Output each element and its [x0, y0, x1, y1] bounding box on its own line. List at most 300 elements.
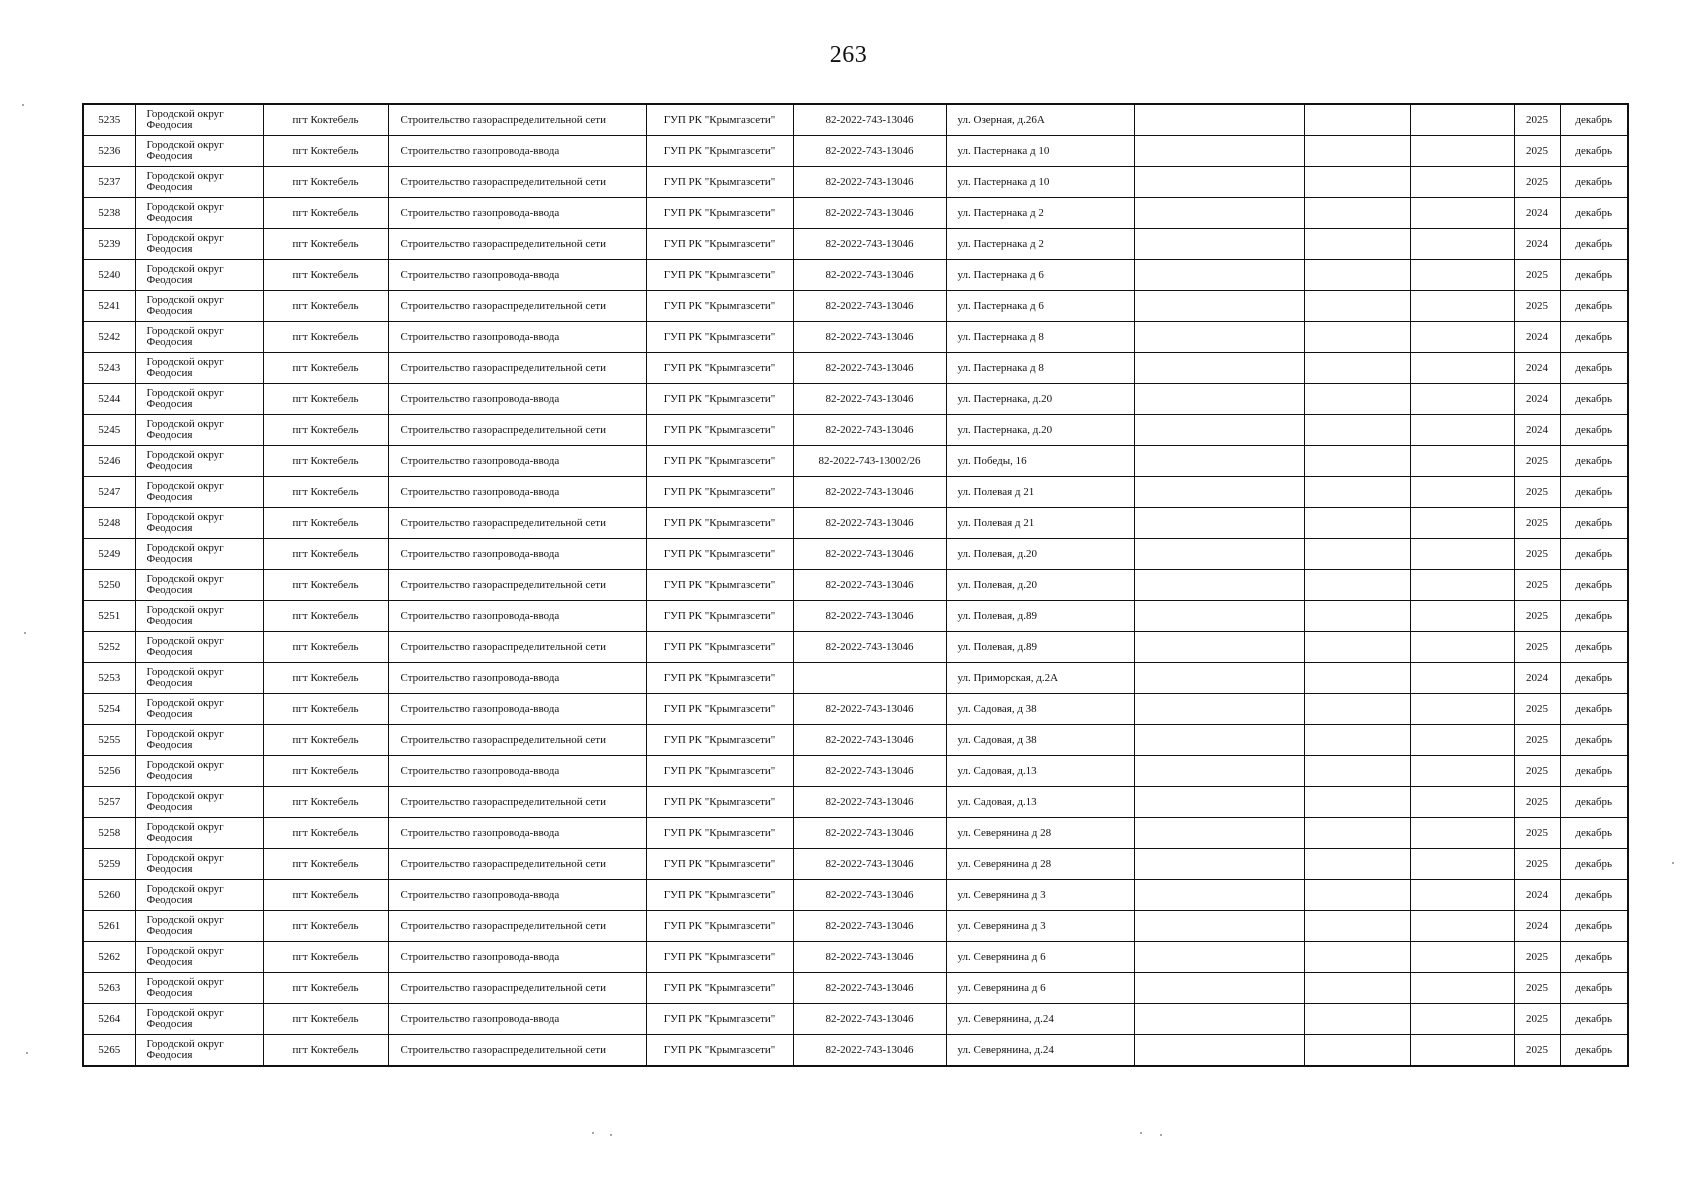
empty-cell: [1304, 1035, 1410, 1067]
settlement-cell: пгт Коктебель: [263, 167, 388, 198]
municipality-cell: [135, 260, 263, 291]
empty-cell: [1134, 849, 1304, 880]
municipality-line2: Феодосия: [146, 770, 193, 782]
municipality-line1: Городской округ: [146, 914, 224, 926]
row-number-cell: 5262: [83, 942, 135, 973]
year-cell: 2025: [1514, 1035, 1560, 1067]
organization-cell: ГУП РК "Крымгазсети": [646, 849, 793, 880]
table-row: [83, 787, 1628, 818]
month-cell: декабрь: [1560, 322, 1628, 353]
month-cell: декабрь: [1560, 973, 1628, 1004]
organization-cell: ГУП РК "Крымгазсети": [646, 1035, 793, 1067]
work-type-cell: Строительство газораспределительной сети: [388, 291, 646, 322]
empty-cell: [1304, 880, 1410, 911]
year-cell: 2025: [1514, 725, 1560, 756]
month-cell: декабрь: [1560, 880, 1628, 911]
organization-cell: ГУП РК "Крымгазсети": [646, 167, 793, 198]
empty-cell: [1410, 787, 1514, 818]
empty-cell: [1304, 756, 1410, 787]
year-cell: 2025: [1514, 167, 1560, 198]
empty-cell: [1410, 539, 1514, 570]
empty-cell: [1410, 756, 1514, 787]
month-cell: декабрь: [1560, 508, 1628, 539]
work-type-cell: Строительство газопровода-ввода: [388, 601, 646, 632]
municipality-cell: [135, 291, 263, 322]
empty-cell: [1304, 353, 1410, 384]
settlement-cell: пгт Коктебель: [263, 477, 388, 508]
month-cell: декабрь: [1560, 539, 1628, 570]
empty-cell: [1134, 477, 1304, 508]
empty-cell: [1134, 167, 1304, 198]
scan-speck: [1160, 1134, 1162, 1136]
row-number-cell: 5251: [83, 601, 135, 632]
municipality-line1: Городской округ: [146, 976, 224, 988]
empty-cell: [1134, 291, 1304, 322]
municipality-cell: [135, 446, 263, 477]
organization-cell: ГУП РК "Крымгазсети": [646, 415, 793, 446]
year-cell: 2025: [1514, 539, 1560, 570]
municipality-line2: Феодосия: [146, 987, 193, 999]
municipality-cell: [135, 787, 263, 818]
empty-cell: [1304, 570, 1410, 601]
work-type-cell: Строительство газораспределительной сети: [388, 229, 646, 260]
municipality-line2: Феодосия: [146, 615, 193, 627]
year-cell: 2025: [1514, 291, 1560, 322]
municipality-cell: [135, 508, 263, 539]
address-cell: ул. Пастернака д 2: [946, 229, 1134, 260]
organization-cell: ГУП РК "Крымгазсети": [646, 446, 793, 477]
municipality-cell: [135, 167, 263, 198]
month-cell: декабрь: [1560, 229, 1628, 260]
work-type-cell: Строительство газораспределительной сети: [388, 849, 646, 880]
empty-cell: [1304, 787, 1410, 818]
table-row: [83, 384, 1628, 415]
municipality-line2: Феодосия: [146, 646, 193, 658]
month-cell: декабрь: [1560, 384, 1628, 415]
year-cell: 2025: [1514, 756, 1560, 787]
organization-cell: ГУП РК "Крымгазсети": [646, 818, 793, 849]
object-code-cell: 82-2022-743-13046: [793, 973, 946, 1004]
row-number-cell: 5254: [83, 694, 135, 725]
month-cell: декабрь: [1560, 818, 1628, 849]
organization-cell: ГУП РК "Крымгазсети": [646, 911, 793, 942]
row-number-cell: 5245: [83, 415, 135, 446]
empty-cell: [1410, 942, 1514, 973]
address-cell: ул. Садовая, д 38: [946, 725, 1134, 756]
object-code-cell: 82-2022-743-13046: [793, 415, 946, 446]
year-cell: 2025: [1514, 849, 1560, 880]
empty-cell: [1304, 601, 1410, 632]
municipality-line1: Городской округ: [146, 294, 224, 306]
row-number-cell: 5246: [83, 446, 135, 477]
address-cell: ул. Победы, 16: [946, 446, 1134, 477]
settlement-cell: пгт Коктебель: [263, 849, 388, 880]
table-row: [83, 570, 1628, 601]
empty-cell: [1304, 198, 1410, 229]
object-code-cell: 82-2022-743-13046: [793, 756, 946, 787]
municipality-cell: [135, 136, 263, 167]
empty-cell: [1134, 787, 1304, 818]
address-cell: ул. Северянина д 3: [946, 911, 1134, 942]
object-code-cell: 82-2022-743-13046: [793, 477, 946, 508]
object-code-cell: 82-2022-743-13046: [793, 1035, 946, 1067]
empty-cell: [1410, 725, 1514, 756]
municipality-line1: Городской округ: [146, 263, 224, 275]
object-code-cell: 82-2022-743-13046: [793, 167, 946, 198]
work-type-cell: Строительство газопровода-ввода: [388, 446, 646, 477]
settlement-cell: пгт Коктебель: [263, 942, 388, 973]
empty-cell: [1410, 911, 1514, 942]
row-number-cell: 5248: [83, 508, 135, 539]
empty-cell: [1134, 973, 1304, 1004]
row-number-cell: 5236: [83, 136, 135, 167]
month-cell: декабрь: [1560, 477, 1628, 508]
municipality-line1: Городской округ: [146, 449, 224, 461]
row-number-cell: 5249: [83, 539, 135, 570]
empty-cell: [1134, 911, 1304, 942]
settlement-cell: пгт Коктебель: [263, 818, 388, 849]
work-type-cell: Строительство газопровода-ввода: [388, 694, 646, 725]
empty-cell: [1410, 229, 1514, 260]
empty-cell: [1304, 291, 1410, 322]
municipality-line2: Феодосия: [146, 212, 193, 224]
municipality-cell: [135, 477, 263, 508]
table-row: [83, 756, 1628, 787]
scan-speck: [592, 1132, 594, 1134]
empty-cell: [1304, 818, 1410, 849]
gasification-register-table: [82, 103, 1629, 1067]
object-code-cell: 82-2022-743-13046: [793, 880, 946, 911]
year-cell: 2025: [1514, 601, 1560, 632]
object-code-cell: 82-2022-743-13046: [793, 136, 946, 167]
row-number-cell: 5253: [83, 663, 135, 694]
municipality-line2: Феодосия: [146, 925, 193, 937]
month-cell: декабрь: [1560, 167, 1628, 198]
municipality-line1: Городской округ: [146, 325, 224, 337]
municipality-cell: [135, 632, 263, 663]
year-cell: 2025: [1514, 446, 1560, 477]
row-number-cell: 5256: [83, 756, 135, 787]
municipality-line1: Городской округ: [146, 790, 224, 802]
row-number-cell: 5252: [83, 632, 135, 663]
row-number-cell: 5240: [83, 260, 135, 291]
empty-cell: [1134, 880, 1304, 911]
table-row: [83, 663, 1628, 694]
municipality-line2: Феодосия: [146, 305, 193, 317]
row-number-cell: 5257: [83, 787, 135, 818]
organization-cell: ГУП РК "Крымгазсети": [646, 539, 793, 570]
organization-cell: ГУП РК "Крымгазсети": [646, 198, 793, 229]
municipality-line1: Городской округ: [146, 356, 224, 368]
work-type-cell: Строительство газораспределительной сети: [388, 415, 646, 446]
work-type-cell: Строительство газопровода-ввода: [388, 756, 646, 787]
empty-cell: [1304, 508, 1410, 539]
municipality-line2: Феодосия: [146, 801, 193, 813]
table-row: [83, 1035, 1628, 1067]
empty-cell: [1410, 570, 1514, 601]
object-code-cell: 82-2022-743-13046: [793, 849, 946, 880]
empty-cell: [1410, 880, 1514, 911]
settlement-cell: пгт Коктебель: [263, 973, 388, 1004]
municipality-line2: Феодосия: [146, 398, 193, 410]
work-type-cell: Строительство газораспределительной сети: [388, 787, 646, 818]
address-cell: ул. Садовая, д 38: [946, 694, 1134, 725]
address-cell: ул. Полевая д 21: [946, 508, 1134, 539]
address-cell: ул. Пастернака д 2: [946, 198, 1134, 229]
work-type-cell: Строительство газопровода-ввода: [388, 818, 646, 849]
table-row: [83, 136, 1628, 167]
table-row: [83, 694, 1628, 725]
month-cell: декабрь: [1560, 415, 1628, 446]
municipality-line2: Феодосия: [146, 894, 193, 906]
municipality-cell: [135, 570, 263, 601]
year-cell: 2024: [1514, 353, 1560, 384]
month-cell: декабрь: [1560, 663, 1628, 694]
year-cell: 2025: [1514, 787, 1560, 818]
address-cell: ул. Пастернака, д.20: [946, 415, 1134, 446]
table-row: [83, 415, 1628, 446]
row-number-cell: 5238: [83, 198, 135, 229]
work-type-cell: Строительство газораспределительной сети: [388, 104, 646, 136]
object-code-cell: 82-2022-743-13046: [793, 911, 946, 942]
settlement-cell: пгт Коктебель: [263, 694, 388, 725]
empty-cell: [1410, 384, 1514, 415]
settlement-cell: пгт Коктебель: [263, 1035, 388, 1067]
table-row: [83, 198, 1628, 229]
row-number-cell: 5265: [83, 1035, 135, 1067]
row-number-cell: 5237: [83, 167, 135, 198]
municipality-line1: Городской округ: [146, 666, 224, 678]
settlement-cell: пгт Коктебель: [263, 291, 388, 322]
table-row: [83, 539, 1628, 570]
table-row: [83, 1004, 1628, 1035]
row-number-cell: 5259: [83, 849, 135, 880]
empty-cell: [1134, 539, 1304, 570]
municipality-cell: [135, 353, 263, 384]
municipality-line1: Городской округ: [146, 511, 224, 523]
empty-cell: [1410, 167, 1514, 198]
municipality-line2: Феодосия: [146, 274, 193, 286]
month-cell: декабрь: [1560, 694, 1628, 725]
address-cell: ул. Пастернака д 6: [946, 260, 1134, 291]
municipality-line1: Городской округ: [146, 759, 224, 771]
empty-cell: [1304, 849, 1410, 880]
table-row: [83, 322, 1628, 353]
month-cell: декабрь: [1560, 725, 1628, 756]
settlement-cell: пгт Коктебель: [263, 570, 388, 601]
empty-cell: [1304, 539, 1410, 570]
table-row: [83, 291, 1628, 322]
address-cell: ул. Северянина д 6: [946, 973, 1134, 1004]
municipality-line2: Феодосия: [146, 1018, 193, 1030]
object-code-cell: 82-2022-743-13046: [793, 353, 946, 384]
scan-speck: [610, 1134, 612, 1136]
municipality-line1: Городской округ: [146, 852, 224, 864]
municipality-cell: [135, 601, 263, 632]
year-cell: 2024: [1514, 415, 1560, 446]
empty-cell: [1304, 942, 1410, 973]
object-code-cell: 82-2022-743-13002/26: [793, 446, 946, 477]
municipality-cell: [135, 880, 263, 911]
empty-cell: [1410, 477, 1514, 508]
empty-cell: [1304, 973, 1410, 1004]
empty-cell: [1410, 508, 1514, 539]
empty-cell: [1410, 415, 1514, 446]
work-type-cell: Строительство газораспределительной сети: [388, 725, 646, 756]
municipality-cell: [135, 818, 263, 849]
municipality-line1: Городской округ: [146, 697, 224, 709]
row-number-cell: 5250: [83, 570, 135, 601]
year-cell: 2025: [1514, 942, 1560, 973]
empty-cell: [1410, 601, 1514, 632]
municipality-line1: Городской округ: [146, 139, 224, 151]
empty-cell: [1304, 384, 1410, 415]
municipality-line1: Городской округ: [146, 821, 224, 833]
object-code-cell: 82-2022-743-13046: [793, 198, 946, 229]
month-cell: декабрь: [1560, 911, 1628, 942]
empty-cell: [1134, 1004, 1304, 1035]
table-row: [83, 942, 1628, 973]
month-cell: декабрь: [1560, 632, 1628, 663]
empty-cell: [1304, 911, 1410, 942]
work-type-cell: Строительство газораспределительной сети: [388, 508, 646, 539]
municipality-line2: Феодосия: [146, 863, 193, 875]
settlement-cell: пгт Коктебель: [263, 353, 388, 384]
work-type-cell: Строительство газораспределительной сети: [388, 570, 646, 601]
table-row: [83, 104, 1628, 136]
empty-cell: [1134, 818, 1304, 849]
municipality-cell: [135, 539, 263, 570]
empty-cell: [1410, 260, 1514, 291]
row-number-cell: 5255: [83, 725, 135, 756]
empty-cell: [1304, 632, 1410, 663]
work-type-cell: Строительство газопровода-ввода: [388, 539, 646, 570]
address-cell: ул. Северянина, д.24: [946, 1035, 1134, 1067]
municipality-line2: Феодосия: [146, 677, 193, 689]
work-type-cell: Строительство газораспределительной сети: [388, 167, 646, 198]
municipality-line1: Городской округ: [146, 728, 224, 740]
municipality-cell: [135, 229, 263, 260]
municipality-line2: Феодосия: [146, 429, 193, 441]
organization-cell: ГУП РК "Крымгазсети": [646, 322, 793, 353]
year-cell: 2025: [1514, 477, 1560, 508]
address-cell: ул. Садовая, д.13: [946, 756, 1134, 787]
object-code-cell: 82-2022-743-13046: [793, 291, 946, 322]
row-number-cell: 5235: [83, 104, 135, 136]
empty-cell: [1304, 725, 1410, 756]
year-cell: 2024: [1514, 198, 1560, 229]
month-cell: декабрь: [1560, 291, 1628, 322]
table-row: [83, 260, 1628, 291]
row-number-cell: 5261: [83, 911, 135, 942]
municipality-cell: [135, 663, 263, 694]
table-row: [83, 849, 1628, 880]
address-cell: ул. Северянина д 28: [946, 849, 1134, 880]
address-cell: ул. Пастернака д 10: [946, 136, 1134, 167]
scan-speck: [26, 1052, 28, 1054]
object-code-cell: 82-2022-743-13046: [793, 632, 946, 663]
address-cell: ул. Садовая, д.13: [946, 787, 1134, 818]
empty-cell: [1410, 849, 1514, 880]
empty-cell: [1410, 198, 1514, 229]
settlement-cell: пгт Коктебель: [263, 539, 388, 570]
organization-cell: ГУП РК "Крымгазсети": [646, 632, 793, 663]
settlement-cell: пгт Коктебель: [263, 787, 388, 818]
empty-cell: [1134, 198, 1304, 229]
empty-cell: [1134, 725, 1304, 756]
municipality-line1: Городской округ: [146, 573, 224, 585]
empty-cell: [1410, 322, 1514, 353]
empty-cell: [1304, 167, 1410, 198]
empty-cell: [1134, 136, 1304, 167]
object-code-cell: 82-2022-743-13046: [793, 539, 946, 570]
month-cell: декабрь: [1560, 601, 1628, 632]
settlement-cell: пгт Коктебель: [263, 632, 388, 663]
year-cell: 2025: [1514, 632, 1560, 663]
empty-cell: [1304, 663, 1410, 694]
municipality-cell: [135, 911, 263, 942]
object-code-cell: 82-2022-743-13046: [793, 942, 946, 973]
row-number-cell: 5239: [83, 229, 135, 260]
municipality-cell: [135, 973, 263, 1004]
organization-cell: ГУП РК "Крымгазсети": [646, 353, 793, 384]
organization-cell: ГУП РК "Крымгазсети": [646, 973, 793, 1004]
empty-cell: [1134, 570, 1304, 601]
address-cell: ул. Северянина д 3: [946, 880, 1134, 911]
municipality-line2: Феодосия: [146, 584, 193, 596]
table-row: [83, 167, 1628, 198]
address-cell: ул. Пастернака, д.20: [946, 384, 1134, 415]
table-row: [83, 353, 1628, 384]
month-cell: декабрь: [1560, 787, 1628, 818]
year-cell: 2024: [1514, 911, 1560, 942]
table-row: [83, 973, 1628, 1004]
empty-cell: [1410, 104, 1514, 136]
municipality-line2: Феодосия: [146, 119, 193, 131]
address-cell: ул. Полевая, д.20: [946, 539, 1134, 570]
municipality-cell: [135, 104, 263, 136]
municipality-line1: Городской округ: [146, 108, 224, 120]
empty-cell: [1410, 1004, 1514, 1035]
empty-cell: [1304, 446, 1410, 477]
year-cell: 2025: [1514, 973, 1560, 1004]
municipality-line1: Городской округ: [146, 1038, 224, 1050]
settlement-cell: пгт Коктебель: [263, 880, 388, 911]
empty-cell: [1410, 663, 1514, 694]
organization-cell: ГУП РК "Крымгазсети": [646, 229, 793, 260]
organization-cell: ГУП РК "Крымгазсети": [646, 663, 793, 694]
organization-cell: ГУП РК "Крымгазсети": [646, 1004, 793, 1035]
address-cell: ул. Озерная, д.26А: [946, 104, 1134, 136]
address-cell: ул. Полевая д 21: [946, 477, 1134, 508]
empty-cell: [1410, 136, 1514, 167]
municipality-cell: [135, 1004, 263, 1035]
municipality-cell: [135, 322, 263, 353]
year-cell: 2025: [1514, 818, 1560, 849]
organization-cell: ГУП РК "Крымгазсети": [646, 136, 793, 167]
object-code-cell: 82-2022-743-13046: [793, 260, 946, 291]
municipality-line1: Городской округ: [146, 387, 224, 399]
municipality-line1: Городской округ: [146, 1007, 224, 1019]
scan-speck: [1140, 1132, 1142, 1134]
page-number: 263: [829, 42, 868, 68]
row-number-cell: 5242: [83, 322, 135, 353]
settlement-cell: пгт Коктебель: [263, 260, 388, 291]
organization-cell: ГУП РК "Крымгазсети": [646, 694, 793, 725]
address-cell: ул. Северянина, д.24: [946, 1004, 1134, 1035]
empty-cell: [1134, 104, 1304, 136]
table-row: [83, 725, 1628, 756]
